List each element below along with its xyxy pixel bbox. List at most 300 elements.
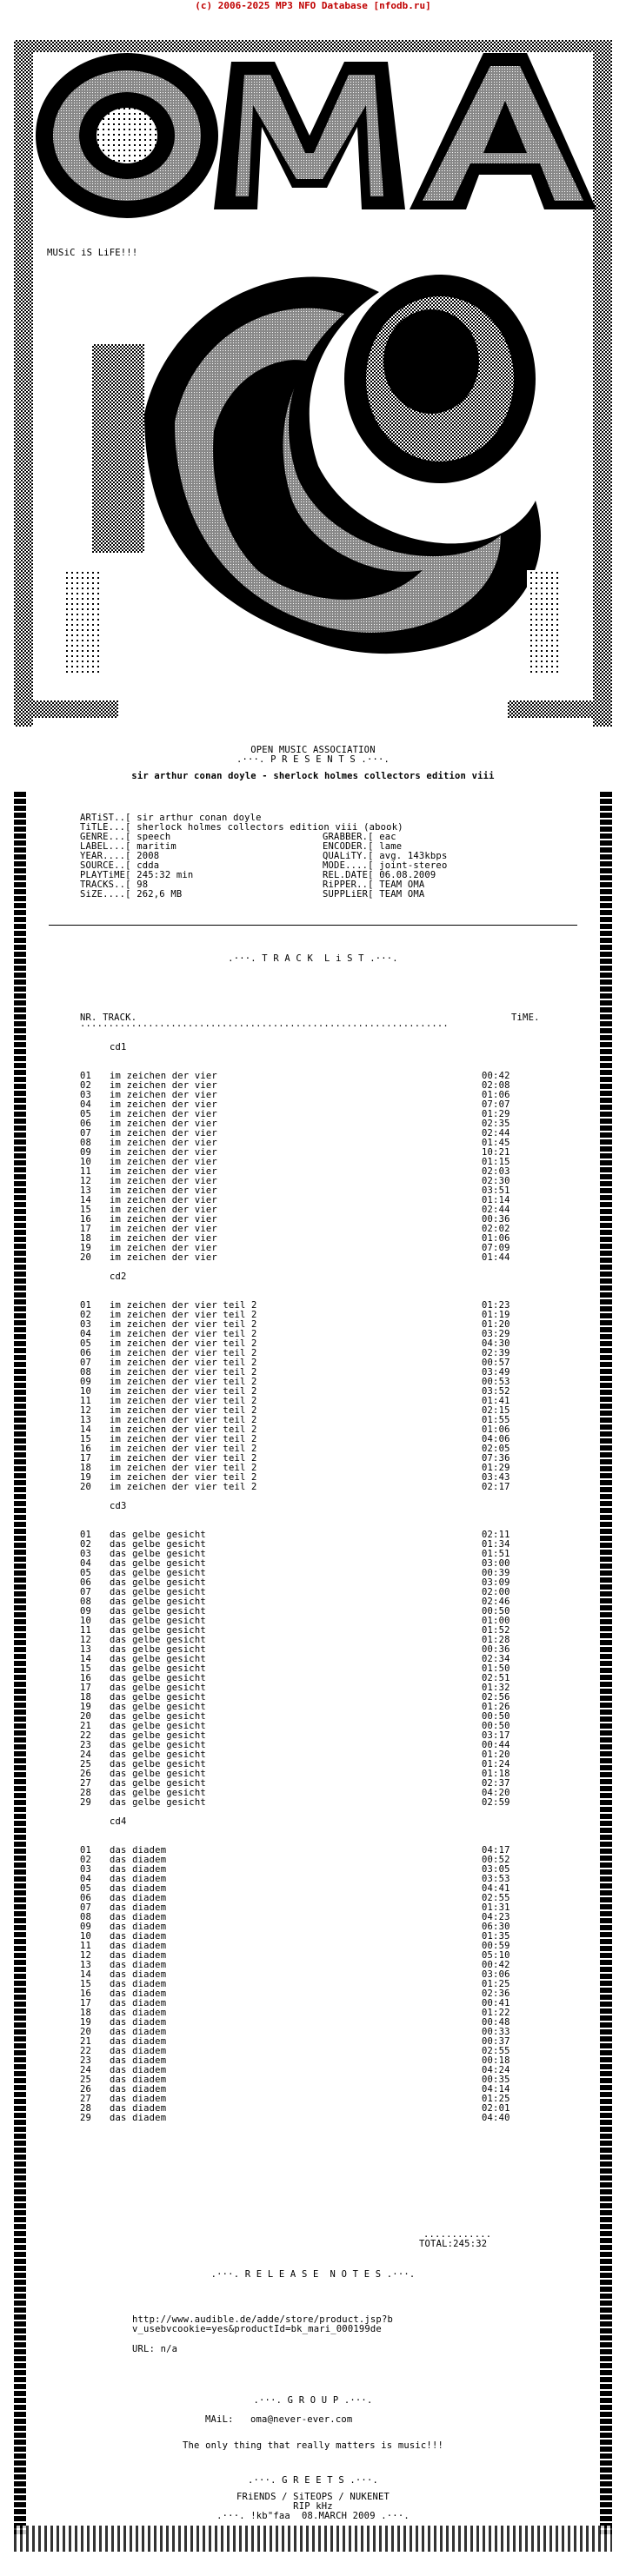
info-value: avg. 143kbps [379,851,448,861]
track-time: 01:31 [482,1902,510,1913]
track-time: 02:56 [482,1692,510,1703]
info-value: eac [379,832,396,842]
release-title: sir arthur conan doyle - sherlock holmes collectors edition viii [131,771,495,781]
track-time: 07:07 [482,1099,510,1110]
track-number: 05 [80,1338,92,1349]
info-key: QUALiTY.[ [323,851,380,861]
track-title: das diadem [110,1922,167,1932]
track-number: 05 [80,1568,92,1578]
track-title: das gelbe gesicht [110,1530,206,1540]
track-number: 06 [80,1893,92,1903]
track-time: 01:52 [482,1625,510,1636]
track-time: 03:09 [482,1577,510,1588]
track-time: 01:06 [482,1090,510,1100]
track-time: 00:50 [482,1606,510,1617]
track-time: 04:30 [482,1338,510,1349]
track-title: im zeichen der vier teil 2 [110,1396,257,1406]
track-number: 17 [80,1683,92,1693]
track-number: 06 [80,1119,92,1129]
track-title: im zeichen der vier teil 2 [110,1319,257,1330]
track-time: 01:20 [482,1749,510,1760]
info-value: sir arthur conan doyle [137,813,262,823]
info-key: GRABBER.[ [323,832,380,842]
release-url-line2: v_usebvcookie=yes&productId=bk_mari_000199de [132,2324,382,2334]
track-number: 21 [80,1721,92,1731]
nfo-document [14,14,612,2569]
track-time: 04:40 [482,2113,510,2123]
track-time: 02:37 [482,1778,510,1789]
track-title: das diadem [110,1960,167,1970]
track-number: 19 [80,1702,92,1712]
track-title: das gelbe gesicht [110,1711,206,1722]
track-time: 04:23 [482,1912,510,1922]
track-time: 02:36 [482,1988,510,1999]
track-number: 27 [80,2094,92,2104]
track-title: im zeichen der vier [110,1185,217,1196]
col-time: TiME. [511,1012,540,1023]
track-title: das gelbe gesicht [110,1625,206,1636]
track-number: 24 [80,1749,92,1760]
track-title: im zeichen der vier [110,1243,217,1253]
track-title: im zeichen der vier teil 2 [110,1377,257,1387]
track-number: 05 [80,1109,92,1119]
total-playtime: TOTAL:245:32 [419,2239,488,2249]
track-time: 01:23 [482,1300,510,1311]
track-row [80,2114,549,2123]
track-number: 02 [80,1539,92,1550]
track-time: 01:50 [482,1663,510,1674]
track-number: 18 [80,1463,92,1473]
track-title: das diadem [110,2017,167,2028]
track-number: 16 [80,1673,92,1683]
logo-letters [36,53,596,218]
track-number: 08 [80,1367,92,1378]
track-time: 00:36 [482,1644,510,1655]
track-title: im zeichen der vier [110,1090,217,1100]
track-number: 28 [80,1788,92,1798]
track-number: 17 [80,1453,92,1464]
track-number: 19 [80,2017,92,2028]
track-title: das diadem [110,1941,167,1951]
track-title: das gelbe gesicht [110,1797,206,1808]
track-title: das diadem [110,2094,167,2104]
track-title: das diadem [110,1931,167,1942]
track-number: 25 [80,2075,92,2085]
info-value: lame [379,841,403,852]
track-time: 02:59 [482,1797,510,1808]
track-number: 09 [80,1147,92,1158]
track-title: das gelbe gesicht [110,1644,206,1655]
track-time: 00:35 [482,2075,510,2085]
motto: The only thing that really matters is music!!! [183,2440,443,2451]
track-title: im zeichen der vier teil 2 [110,1444,257,1454]
track-time: 02:44 [482,1128,510,1139]
track-title: im zeichen der vier teil 2 [110,1453,257,1464]
info-key: TiTLE...[ [80,822,137,833]
track-number: 16 [80,1444,92,1454]
track-time: 02:00 [482,1587,510,1597]
track-number: 12 [80,1635,92,1645]
track-number: 16 [80,1988,92,1999]
track-time: 00:52 [482,1855,510,1865]
track-title: im zeichen der vier teil 2 [110,1434,257,1444]
track-time: 03:17 [482,1730,510,1741]
info-key: RiPPER..[ [323,880,380,890]
track-number: 20 [80,2027,92,2037]
info-key: SiZE....[ [80,889,137,900]
greets-header: .···. G R E E T S .···. [248,2475,378,2486]
track-number: 02 [80,1855,92,1865]
track-time: 01:14 [482,1195,510,1205]
track-time: 02:17 [482,1482,510,1492]
track-number: 09 [80,1377,92,1387]
track-time: 02:01 [482,2103,510,2114]
track-number: 21 [80,2036,92,2047]
track-title: das gelbe gesicht [110,1587,206,1597]
track-time: 04:14 [482,2084,510,2095]
track-title: das gelbe gesicht [110,1673,206,1683]
track-time: 01:24 [482,1759,510,1769]
tracklist [80,1043,549,2133]
track-number: 08 [80,1912,92,1922]
track-number: 02 [80,1080,92,1091]
track-time: 01:29 [482,1463,510,1473]
track-number: 13 [80,1644,92,1655]
info-key: TRACKS..[ [80,880,137,890]
track-time: 01:25 [482,1979,510,1989]
track-number: 03 [80,1090,92,1100]
track-title: das gelbe gesicht [110,1549,206,1559]
track-title: das gelbe gesicht [110,1740,206,1750]
track-title: das diadem [110,1883,167,1894]
track-title: im zeichen der vier [110,1176,217,1186]
track-number: 06 [80,1348,92,1358]
track-title: das diadem [110,2103,167,2114]
track-title: das gelbe gesicht [110,1597,206,1607]
track-title: das diadem [110,2065,167,2075]
track-title: das gelbe gesicht [110,1616,206,1626]
track-time: 01:55 [482,1415,510,1425]
track-time: 04:20 [482,1788,510,1798]
track-title: das diadem [110,2036,167,2047]
track-title: das gelbe gesicht [110,1558,206,1569]
info-value: 98 [137,880,149,890]
track-time: 00:42 [482,1960,510,1970]
track-time: 01:35 [482,1931,510,1942]
track-title: im zeichen der vier [110,1109,217,1119]
presents-line: .···. P R E S E N T S .···. [236,754,390,765]
track-time: 03:49 [482,1367,510,1378]
track-number: 18 [80,1233,92,1244]
track-title: das gelbe gesicht [110,1730,206,1741]
track-time: 02:02 [482,1224,510,1234]
track-time: 01:22 [482,2008,510,2018]
track-time: 04:06 [482,1434,510,1444]
track-number: 29 [80,2113,92,2123]
track-title: im zeichen der vier teil 2 [110,1310,257,1320]
track-number: 08 [80,1138,92,1148]
track-number: 20 [80,1711,92,1722]
track-time: 01:06 [482,1424,510,1435]
track-row [80,1253,549,1263]
track-time: 00:53 [482,1377,510,1387]
info-value: sherlock holmes collectors edition viii (abook) [137,822,403,833]
track-number: 29 [80,1797,92,1808]
track-time: 02:08 [482,1080,510,1091]
col-nr-track: NR. TRACK. [80,1012,137,1023]
track-title: im zeichen der vier [110,1224,217,1234]
track-title: das gelbe gesicht [110,1788,206,1798]
track-title: im zeichen der vier teil 2 [110,1367,257,1378]
track-title: im zeichen der vier [110,1157,217,1167]
track-number: 17 [80,1998,92,2008]
track-number: 15 [80,1205,92,1215]
info-key: ENCODER.[ [323,841,380,852]
track-time: 02:11 [482,1530,510,1540]
track-time: 02:44 [482,1205,510,1215]
track-time: 02:39 [482,1348,510,1358]
track-title: das diadem [110,2055,167,2066]
info-key: YEAR....[ [80,851,137,861]
track-title: das gelbe gesicht [110,1568,206,1578]
track-number: 17 [80,1224,92,1234]
copyright-banner: (c) 2006-2025 MP3 NFO Database [nfodb.ru] [195,0,431,11]
cd-label: cd3 [110,1501,127,1511]
track-row [80,1483,549,1492]
track-title: das gelbe gesicht [110,1635,206,1645]
release-url-line1: http://www.audible.de/adde/store/product.jsp?b [132,2314,393,2325]
group-header: .···. G R O U P .···. [253,2395,373,2406]
track-number: 03 [80,1549,92,1559]
info-value: cdda [137,860,160,871]
track-title: das diadem [110,2113,167,2123]
track-number: 04 [80,1329,92,1339]
track-number: 04 [80,1558,92,1569]
info-value: TEAM OMA [379,880,425,890]
track-title: das diadem [110,2084,167,2095]
track-number: 01 [80,1300,92,1311]
track-title: das diadem [110,2075,167,2085]
release-notes-header: .···. R E L E A S E N O T E S .···. [210,2269,416,2280]
track-time: 01:34 [482,1539,510,1550]
track-title: im zeichen der vier teil 2 [110,1348,257,1358]
track-number: 27 [80,1778,92,1789]
top-frame [14,40,612,52]
track-title: im zeichen der vier teil 2 [110,1415,257,1425]
track-time: 02:51 [482,1673,510,1683]
track-title: das diadem [110,1979,167,1989]
info-key: GENRE...[ [80,832,137,842]
track-title: das gelbe gesicht [110,1683,206,1693]
track-title: das gelbe gesicht [110,1577,206,1588]
track-time: 03:06 [482,1969,510,1980]
track-title: das diadem [110,1893,167,1903]
greets-list: FRiENDS / SiTEOPS / NUKENET [236,2492,390,2502]
info-key: PLAYTiME[ [80,870,137,880]
track-title: im zeichen der vier teil 2 [110,1405,257,1416]
track-number: 01 [80,1845,92,1856]
track-title: das gelbe gesicht [110,1654,206,1664]
track-time: 00:44 [482,1740,510,1750]
track-number: 12 [80,1176,92,1186]
track-number: 24 [80,2065,92,2075]
track-title: das gelbe gesicht [110,1663,206,1674]
url-label: URL: n/a [132,2344,178,2354]
headphone-figure-art [66,275,562,674]
track-number: 20 [80,1482,92,1492]
track-time: 03:51 [482,1185,510,1196]
track-time: 03:43 [482,1472,510,1483]
track-number: 10 [80,1386,92,1397]
slogan: MUSiC iS LiFE!!! [47,248,138,258]
track-title: im zeichen der vier teil 2 [110,1329,257,1339]
track-title: das diadem [110,2008,167,2018]
info-key: REL.DATE[ [323,870,380,880]
track-time: 03:05 [482,1864,510,1875]
track-time: 01:19 [482,1310,510,1320]
left-frame [14,52,33,727]
info-key: MODE....[ [323,860,380,871]
track-number: 15 [80,1663,92,1674]
track-title: im zeichen der vier teil 2 [110,1338,257,1349]
track-number: 18 [80,2008,92,2018]
track-time: 01:00 [482,1616,510,1626]
info-key: SOURCE..[ [80,860,137,871]
track-title: im zeichen der vier teil 2 [110,1358,257,1368]
track-time: 02:55 [482,2046,510,2056]
track-title: das diadem [110,1855,167,1865]
track-time: 01:15 [482,1157,510,1167]
track-time: 01:41 [482,1396,510,1406]
track-number: 05 [80,1883,92,1894]
track-time: 05:10 [482,1950,510,1961]
track-time: 00:59 [482,1941,510,1951]
track-time: 02:34 [482,1654,510,1664]
track-number: 14 [80,1654,92,1664]
track-title: das gelbe gesicht [110,1759,206,1769]
info-value: joint-stereo [379,860,448,871]
col-divider: ································································· [80,1021,449,1032]
track-time: 02:35 [482,1119,510,1129]
info-right [323,833,447,900]
info-key: ARTiST..[ [80,813,137,823]
track-title: das diadem [110,2046,167,2056]
track-number: 18 [80,1692,92,1703]
track-number: 14 [80,1424,92,1435]
info-key: SUPPLiER[ [323,889,380,900]
track-title: im zeichen der vier teil 2 [110,1386,257,1397]
track-number: 19 [80,1243,92,1253]
info-row [323,890,447,900]
track-title: im zeichen der vier teil 2 [110,1300,257,1311]
cd-label: cd1 [110,1042,127,1052]
track-number: 02 [80,1310,92,1320]
track-title: im zeichen der vier [110,1214,217,1225]
track-title: das gelbe gesicht [110,1769,206,1779]
track-time: 00:57 [482,1358,510,1368]
info-value: TEAM OMA [379,889,425,900]
info-value: speech [137,832,171,842]
track-title: im zeichen der vier [110,1233,217,1244]
track-number: 10 [80,1931,92,1942]
track-time: 07:09 [482,1243,510,1253]
track-number: 09 [80,1922,92,1932]
track-title: im zeichen der vier [110,1205,217,1215]
track-title: im zeichen der vier [110,1119,217,1129]
info-value: 245:32 min [137,870,194,880]
track-time: 01:28 [482,1635,510,1645]
group-full-name: OPEN MUSIC ASSOCIATION [250,745,376,755]
track-number: 01 [80,1071,92,1081]
signoff-line: .···. !kb"faa 08.MARCH 2009 .···. [216,2511,410,2521]
track-time: 00:33 [482,2027,510,2037]
track-title: das gelbe gesicht [110,1721,206,1731]
track-title: das gelbe gesicht [110,1702,206,1712]
right-frame [593,52,612,727]
track-number: 25 [80,1759,92,1769]
track-number: 09 [80,1606,92,1617]
bottom-decoration [14,2526,612,2552]
track-time: 03:52 [482,1386,510,1397]
track-time: 00:37 [482,2036,510,2047]
track-number: 14 [80,1195,92,1205]
track-number: 26 [80,2084,92,2095]
track-time: 01:25 [482,2094,510,2104]
track-time: 01:45 [482,1138,510,1148]
track-title: im zeichen der vier [110,1252,217,1263]
track-time: 00:18 [482,2055,510,2066]
track-number: 10 [80,1616,92,1626]
track-title: im zeichen der vier teil 2 [110,1463,257,1473]
track-number: 04 [80,1874,92,1884]
track-time: 02:05 [482,1444,510,1454]
track-number: 07 [80,1902,92,1913]
track-title: das diadem [110,1950,167,1961]
track-time: 04:24 [482,2065,510,2075]
info-value: 2008 [137,851,160,861]
track-time: 01:32 [482,1683,510,1693]
track-time: 00:48 [482,2017,510,2028]
track-number: 15 [80,1434,92,1444]
track-time: 03:53 [482,1874,510,1884]
track-title: im zeichen der vier teil 2 [110,1482,257,1492]
track-time: 01:20 [482,1319,510,1330]
track-number: 03 [80,1864,92,1875]
track-number: 26 [80,1769,92,1779]
track-number: 11 [80,1166,92,1177]
track-time: 00:50 [482,1711,510,1722]
track-row [80,1798,549,1808]
track-time: 04:17 [482,1845,510,1856]
track-time: 00:41 [482,1998,510,2008]
track-time: 06:30 [482,1922,510,1932]
track-title: im zeichen der vier [110,1138,217,1148]
track-number: 22 [80,2046,92,2056]
track-time: 02:03 [482,1166,510,1177]
track-number: 28 [80,2103,92,2114]
info-value: 262,6 MB [137,889,183,900]
track-title: das gelbe gesicht [110,1778,206,1789]
mail-label: MAiL: [205,2414,234,2425]
track-number: 19 [80,1472,92,1483]
track-title: im zeichen der vier [110,1071,217,1081]
track-number: 07 [80,1358,92,1368]
track-number: 13 [80,1960,92,1970]
track-time: 00:42 [482,1071,510,1081]
track-title: das diadem [110,2027,167,2037]
track-time: 01:51 [482,1549,510,1559]
track-number: 15 [80,1979,92,1989]
